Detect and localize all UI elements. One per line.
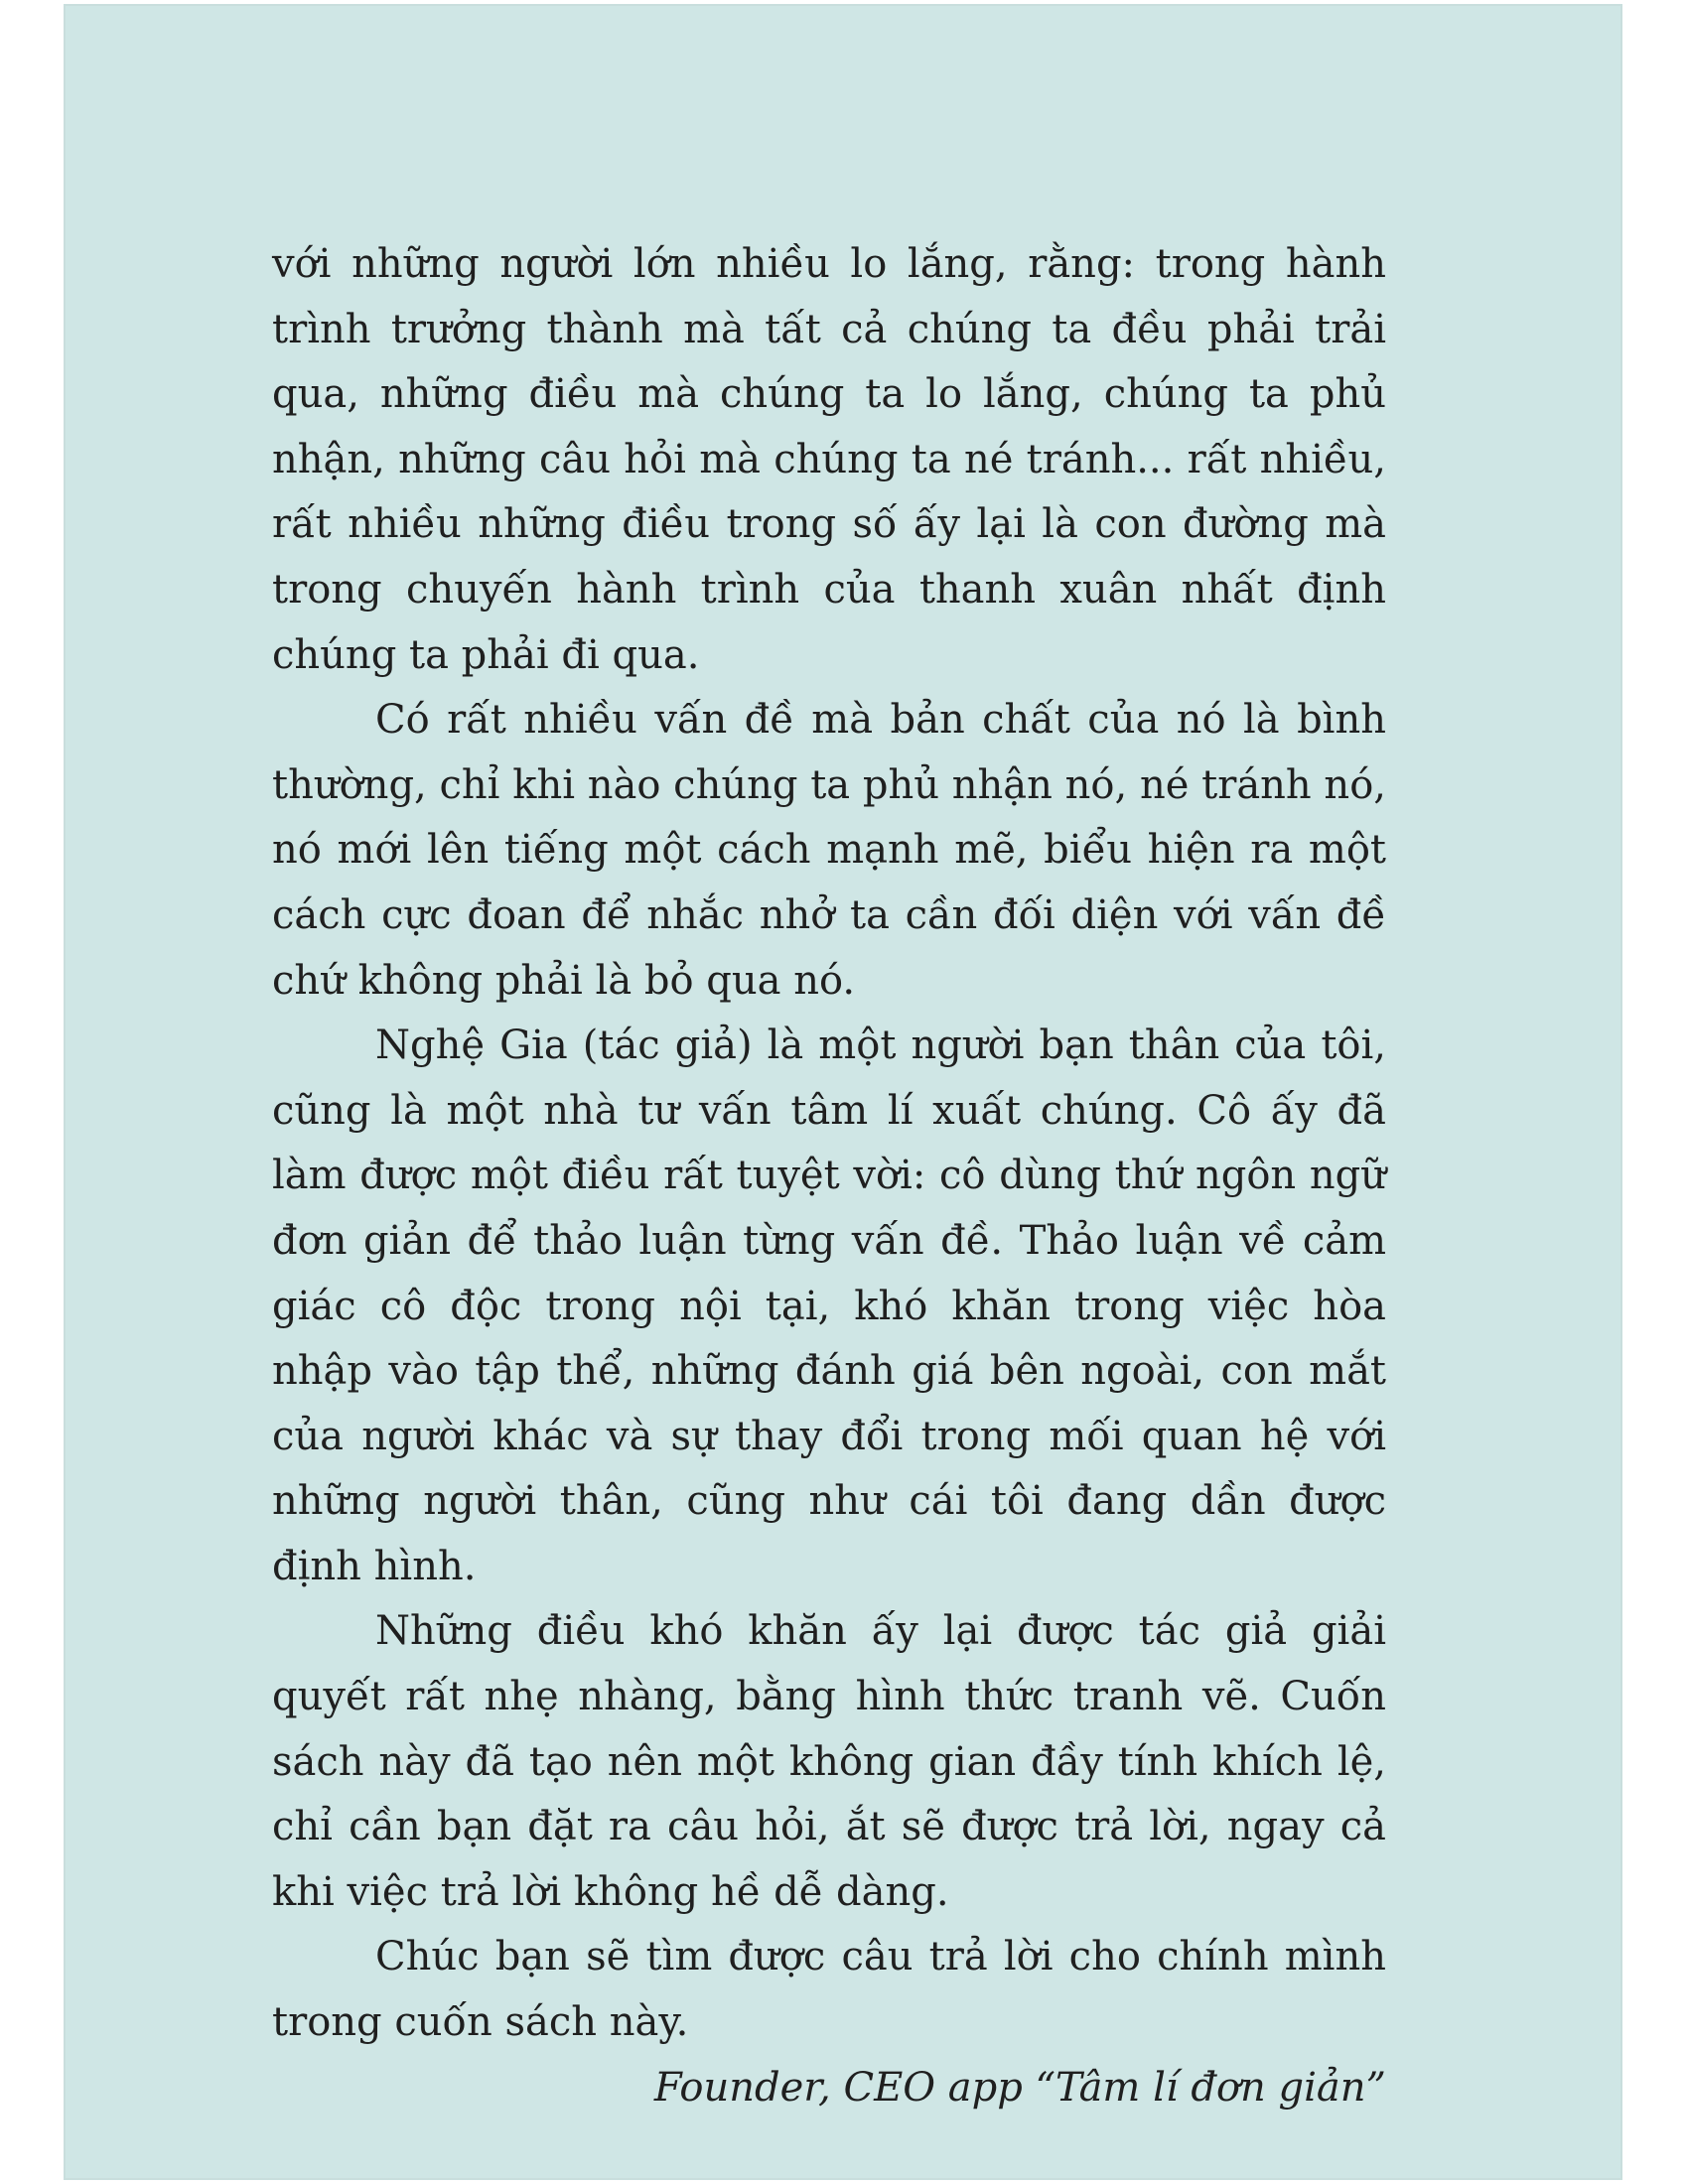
- paragraph-2: Có rất nhiều vấn đề mà bản chất của nó là bình thường, chỉ khi nào chúng ta phủ nhận nó, né tránh nó, nó mới lên tiếng một cách mạnh mẽ, biểu hiện ra một cách cực đoan để nhắc nhở ta cần đối diện với vấn đề chứ không phải là bỏ qua nó.: [272, 697, 1386, 1004]
- body-text: [272, 232, 1386, 2120]
- paragraph-5: Chúc bạn sẽ tìm được câu trả lời cho chính mình trong cuốn sách này.: [272, 1934, 1386, 2046]
- signature-line: Founder, CEO app “Tâm lí đơn giản”: [653, 2064, 1386, 2111]
- page-panel: [64, 4, 1622, 2180]
- paragraph-3: Nghệ Gia (tác giả) là một người bạn thân của tôi, cũng là một nhà tư vấn tâm lí xuất chúng. Cô ấy đã làm được một điều rất tuyệt vời: cô dùng thứ ngôn ngữ đơn giản để thảo luận từng vấn đề. Thảo luận về cảm giác cô độc trong nội tại, khó khăn trong việc hòa nhập vào tập thể, những đánh giá bên ngoài, con mắt của người khác và sự thay đổi trong mối quan hệ với những người thân, cũng như cái tôi đang dần được định hình.: [272, 1023, 1386, 1589]
- paragraph-4: Những điều khó khăn ấy lại được tác giả giải quyết rất nhẹ nhàng, bằng hình thức tranh vẽ. Cuốn sách này đã tạo nên một không gian đầy tính khích lệ, chỉ cần bạn đặt ra câu hỏi, ắt sẽ được trả lời, ngay cả khi việc trả lời không hề dễ dàng.: [272, 1608, 1386, 1915]
- paragraph-1: với những người lớn nhiều lo lắng, rằng: trong hành trình trưởng thành mà tất cả chúng ta đều phải trải qua, những điều mà chúng ta lo lắng, chúng ta phủ nhận, những câu hỏi mà chúng ta né tránh... rất nhiều, rất nhiều những điều trong số ấy lại là con đường mà trong chuyến hành trình của thanh xuân nhất định chúng ta phải đi qua.: [272, 241, 1386, 678]
